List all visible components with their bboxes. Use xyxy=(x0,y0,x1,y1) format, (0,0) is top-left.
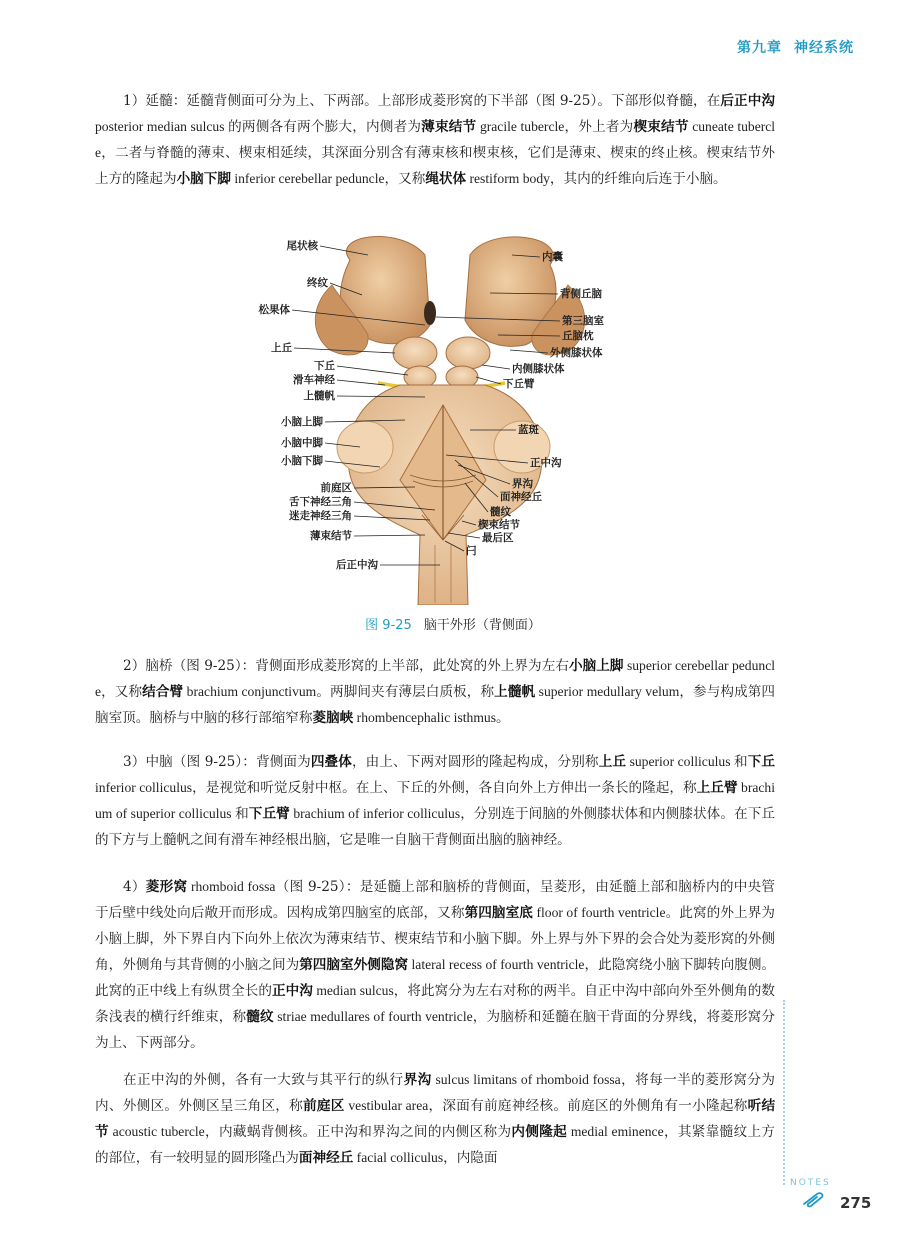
term: 第四脑室外侧隐窝 xyxy=(299,957,409,973)
svg-text:丘脑枕: 丘脑枕 xyxy=(562,330,594,342)
svg-text:小脑下脚: 小脑下脚 xyxy=(281,455,323,467)
paragraph-midbrain: 3）中脑（图 9-25）：背侧面为四叠体，由上、下两对圆形的隆起构成，分别称上丘 superior colliculus 和下丘 inferior colliculus，是视觉和听觉反射中枢。在上、下丘的外侧，各自向外上方伸出一条长的隆起，称上丘臂 brachium of superior colliculus 和下丘臂 brachium of inferior colliculus，分别连于间脑的外侧膝状体和内侧膝状体。在下丘的下方与上髓帆之间有滑车神经根出脑，它是唯一自脑干背侧面出脑的脑神经。 xyxy=(95,754,776,848)
term: 薄束结节 xyxy=(421,119,477,135)
svg-text:小脑上脚: 小脑上脚 xyxy=(281,416,323,428)
paragraph-medulla: 1）延髓：延髓背侧面可分为上、下两部。上部形成菱形窝的下半部（图 9-25）。下部形似脊髓，在后正中沟 posterior median sulcus 的两侧各有两个膨大，内侧者为薄束结节 gracile tubercle，外上者为楔束结节 cuneate tubercle，二者与脊髓的薄束、楔束相延续，其深面分别含有薄束核和楔束核，它们是薄束、楔束的终止核。楔束结节外上方的隆起为小脑下脚 inferior cerebellar peduncle，又称绳状体 restiform body，其内的纤维向后连于小脑。 xyxy=(95,93,776,187)
page-number: 275 xyxy=(840,1194,872,1212)
term: 绳状体 xyxy=(425,171,467,187)
term: 菱形窝 xyxy=(145,879,188,895)
svg-text:闩: 闩 xyxy=(466,545,477,557)
svg-text:迷走神经三角: 迷走神经三角 xyxy=(289,510,352,522)
term: 后正中沟 xyxy=(720,93,775,109)
svg-text:内囊: 内囊 xyxy=(542,251,563,263)
svg-text:下丘臂: 下丘臂 xyxy=(503,378,535,390)
figure-title: 脑干外形（背侧面） xyxy=(423,618,541,633)
notes-margin-rule xyxy=(783,1000,785,1185)
term: 小脑下脚 xyxy=(176,171,231,187)
svg-text:上髓帆: 上髓帆 xyxy=(303,390,335,402)
svg-text:下丘: 下丘 xyxy=(314,360,335,372)
term: 面神经丘 xyxy=(298,1150,354,1166)
term: 上丘臂 xyxy=(696,780,738,796)
term: 上丘 xyxy=(598,754,627,770)
paragraph-sulcus-limitans: 在正中沟的外侧，各有一大致与其平行的纵行界沟 sulcus limitans of rhomboid fossa，将每一半的菱形窝分为内、外侧区。外侧区呈三角区，称前庭区 vestibular area，深面有前庭神经核。前庭区的外侧角有一小隆起称听结节 acoustic tubercle，内藏蜗背侧核。正中沟和界沟之间的内侧区称为内侧隆起 medial eminence，其紧靠髓纹上方的部位，有一较明显的圆形隆凸为面神经丘 facial colliculus，内隐面 xyxy=(95,1072,776,1166)
term: 小脑上脚 xyxy=(568,658,624,674)
svg-text:内侧膝状体: 内侧膝状体 xyxy=(512,363,565,375)
term: 听结节 xyxy=(95,1098,776,1140)
svg-text:松果体: 松果体 xyxy=(258,304,290,316)
section-label: 神经系统 xyxy=(794,40,854,56)
term: 结合臂 xyxy=(142,684,184,700)
paperclip-icon xyxy=(801,1190,829,1210)
svg-text:楔束结节: 楔束结节 xyxy=(478,519,520,531)
brainstem-figure xyxy=(250,225,650,605)
term: 正中沟 xyxy=(272,983,313,999)
svg-text:第三脑室: 第三脑室 xyxy=(562,315,604,327)
chapter-label: 第九章 xyxy=(737,40,782,56)
svg-text:蓝斑: 蓝斑 xyxy=(518,424,539,436)
svg-text:外侧膝状体: 外侧膝状体 xyxy=(550,347,603,359)
svg-text:尾状核: 尾状核 xyxy=(286,240,318,252)
paragraph-pons: 2）脑桥（图 9-25）：背侧面形成菱形窝的上半部，此处窝的外上界为左右小脑上脚 superior cerebellar peduncle，又称结合臂 brachium conjunctivum。两脚间夹有薄层白质板，称上髓帆 superior medullary velum，参与构成第四脑室顶。脑桥与中脑的移行部缩窄称菱脑峡 rhombencephalic isthmus。 xyxy=(95,658,776,726)
svg-text:上丘: 上丘 xyxy=(271,342,292,354)
svg-text:小脑中脚: 小脑中脚 xyxy=(281,437,323,449)
svg-text:最后区: 最后区 xyxy=(482,532,514,544)
term: 上髓帆 xyxy=(494,684,536,700)
figure-caption xyxy=(0,614,906,633)
term: 内侧隆起 xyxy=(511,1124,568,1140)
running-head xyxy=(737,37,854,57)
svg-text:滑车神经: 滑车神经 xyxy=(293,374,335,386)
brainstem-illustration xyxy=(250,225,650,605)
svg-text:舌下神经三角: 舌下神经三角 xyxy=(289,496,352,508)
term: 菱脑峡 xyxy=(312,710,354,726)
term: 界沟 xyxy=(403,1072,432,1088)
paragraph-rhomboid-fossa: 4）菱形窝 rhomboid fossa（图 9-25）：是延髓上部和脑桥的背侧面，呈菱形，由延髓上部和脑桥内的中央管于后壁中线处向后敞开而形成。因构成第四脑室的底部，又称第四脑室底 floor of fourth ventricle。此窝的外上界为小脑上脚，外下界自内下向外上依次为薄束结节、楔束结节和小脑下脚。外上界与外下界的会合处为菱形窝的外侧角，外侧角与其背侧的小脑之间为第四脑室外侧隐窝 lateral recess of fourth ventricle，此隐窝绕小脑下脚转向腹侧。此窝的正中线上有纵贯全长的正中沟 median sulcus，将此窝分为左右对称的两半。自正中沟中部向外至外侧角的数条浅表的横行纤维束，称髓纹 striae medullares of fourth ventricle，为脑桥和延髓在脑干背面的分界线，将菱形窝分为上、下两部分。 xyxy=(95,879,776,1051)
svg-text:前庭区: 前庭区 xyxy=(320,482,352,494)
svg-text:髓纹: 髓纹 xyxy=(490,506,511,518)
svg-text:正中沟: 正中沟 xyxy=(530,457,562,469)
svg-text:终纹: 终纹 xyxy=(307,277,328,289)
term: 髓纹 xyxy=(246,1009,274,1025)
svg-text:面神经丘: 面神经丘 xyxy=(500,491,542,503)
term: 第四脑室底 xyxy=(464,905,533,921)
term: 四叠体 xyxy=(310,754,352,770)
figure-number: 图 9-25 xyxy=(365,618,412,633)
svg-text:薄束结节: 薄束结节 xyxy=(310,530,352,542)
term: 下丘臂 xyxy=(248,806,290,822)
term: 前庭区 xyxy=(303,1098,345,1114)
term: 下丘 xyxy=(747,754,776,770)
svg-text:背侧丘脑: 背侧丘脑 xyxy=(560,288,602,300)
term: 楔束结节 xyxy=(633,119,689,135)
notes-label: NOTES xyxy=(790,1178,831,1188)
svg-text:界沟: 界沟 xyxy=(512,478,533,490)
svg-text:后正中沟: 后正中沟 xyxy=(336,559,378,571)
